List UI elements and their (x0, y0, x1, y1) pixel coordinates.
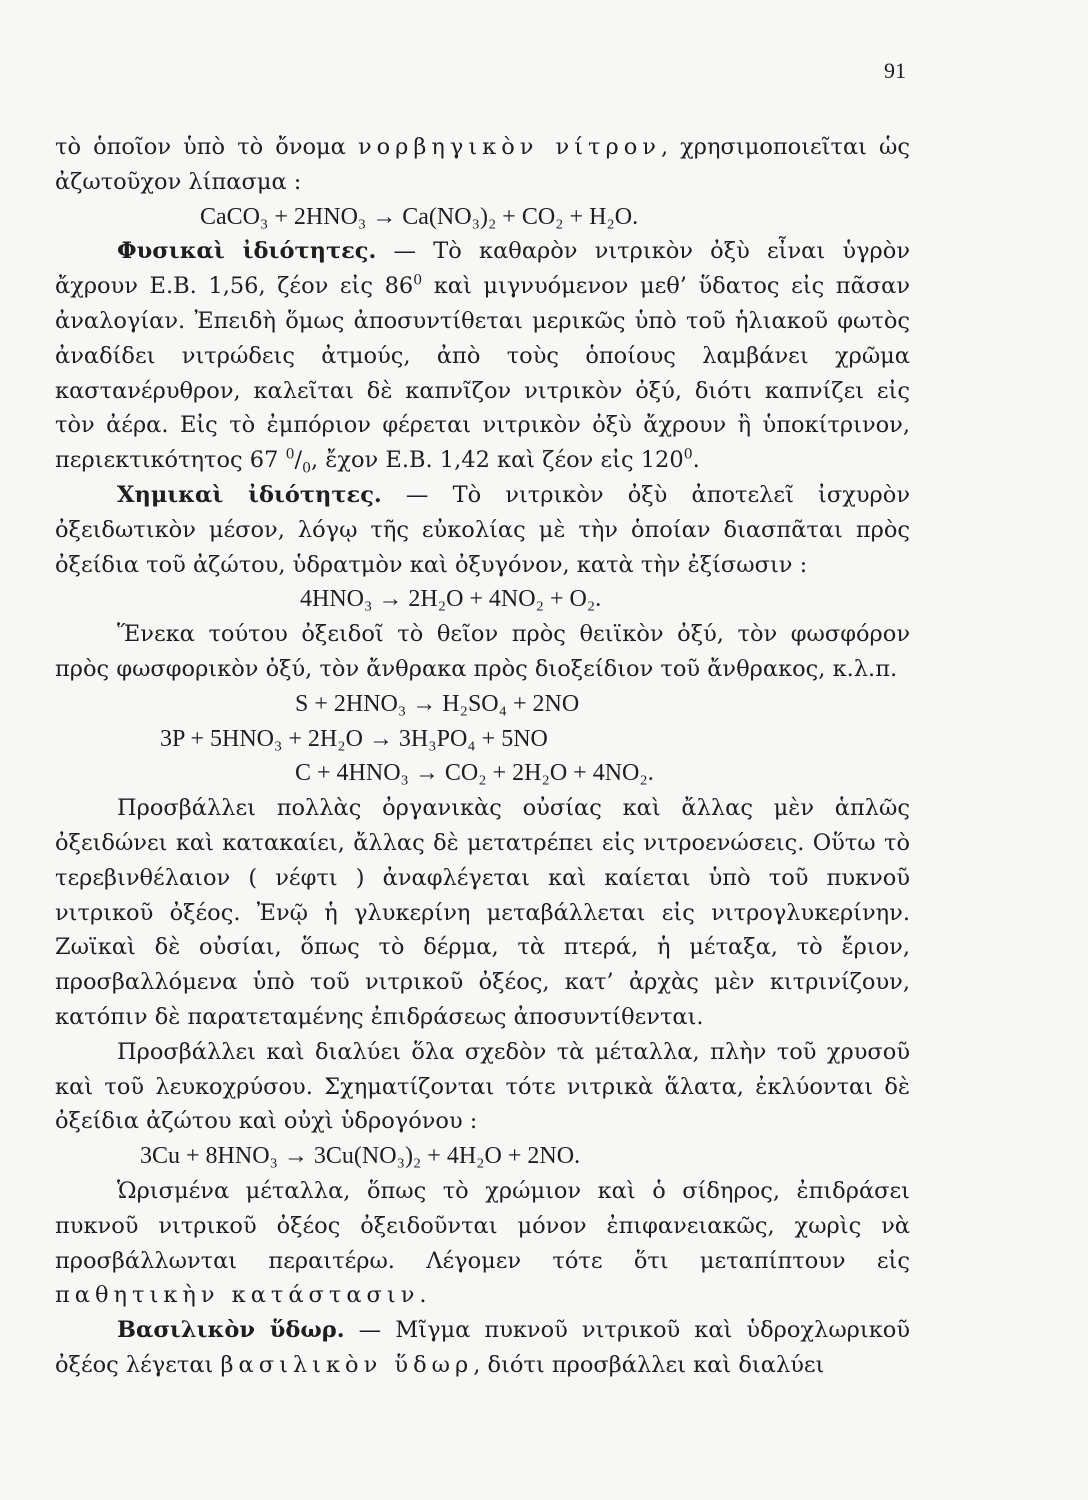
text-span: — Μῖγμα πυκνοῦ νιτρικοῦ καὶ ὑδροχλωρικοῦ ὀξέος λέγεται (55, 1317, 910, 1378)
equation-decomposition: 4HNO₃ → 2H₂O + 4NO₂ + O₂. (300, 586, 602, 613)
paragraph-passive-state (55, 1174, 910, 1313)
paragraph-aqua-regia (55, 1313, 910, 1383)
paragraph-metals: Προσβάλλει καὶ διαλύει ὅλα σχεδὸν τὰ μέταλλα, πλὴν τοῦ χρυσοῦ καὶ τοῦ λευκοχρύσου. Σχηματίζονται τότε νιτρικὰ ἅλατα, ἐκλύονται δὲ ὀξείδια ἀζώτου καὶ οὐχὶ ὑδρογόνου : (55, 1038, 910, 1135)
text-span: . (419, 1282, 427, 1309)
spaced-term: βασιλικὸν ὕδωρ (220, 1351, 474, 1378)
percent-bottom: 0 (302, 460, 311, 477)
section-heading-chemical: Χημικαὶ ἰδιότητες. (117, 481, 382, 508)
text-span: — Τὸ νιτρικὸν ὀξὺ ἀποτελεῖ ἰσχυρὸν ὀξειδωτικὸν μέσον, λόγῳ τῆς εὐκολίας μὲ τὴν ὁποίαν διασπᾶται πρὸς ὀξείδια τοῦ ἀζώτου, ὑδρατμὸν καὶ ὀξυγόνον, κατὰ τὴν ἐξίσωσιν : (55, 481, 910, 578)
percent-top: 0 (285, 446, 295, 463)
text-span: , διότι προσβάλλει καὶ διαλύει (473, 1351, 825, 1378)
paragraph-oxidation: Ἕνεκα τούτου ὀξειδοῖ τὸ θεῖον πρὸς θειϊκὸν ὀξύ, τὸν φωσφόρον πρὸς φωσφορικὸν ὀξύ, τὸν ἄνθρακα πρὸς διοξείδιον τοῦ ἄνθρακος, κ.λ.π. (55, 621, 910, 682)
degree-mark: 0 (413, 272, 423, 289)
text-span: , χρησιμοποιεῖται ὡς ἀζωτοῦχον λίπασμα : (55, 134, 910, 195)
equation-phosphorus: 3P + 5HNO₃ + 2H₂O → 3H₃PO₄ + 5NO (160, 725, 548, 752)
degree-mark: 0 (683, 446, 693, 463)
paragraph-intro (55, 130, 910, 200)
spaced-term: νορβηγικὸν νίτρον (357, 134, 661, 160)
text-span: καὶ μιγνυόμενον μεθ’ ὕδατος εἰς πᾶσαν ἀναλογίαν. Ἐπειδὴ ὅμως ἀποσυντίθεται μερικῶς ὑπὸ τοῦ ἡλιακοῦ φωτὸς ἀναδίδει νιτρώδεις ἀτμούς, ἀπὸ τοὺς ὁποίους λαμβάνει χρῶμα καστανέρυθρον, καλεῖται δὲ καπνῖζον νιτρικὸν ὀξύ, διότι καπνίζει εἰς τὸν ἀέρα. Εἰς τὸ ἐμπόριον φέρεται νιτρικὸν ὀξὺ ἄχρουν ἢ ὑποκίτρινον, περιεκτικότητος 67 (55, 273, 910, 474)
equation-caco3: CaCO₃ + 2HNO₃ → Ca(NO₃)₂ + CO₂ + H₂O. (200, 203, 639, 230)
section-heading-physical: Φυσικαὶ ἰδιότητες. (117, 238, 377, 265)
spaced-term: παθητικὴν κατάστασιν (55, 1282, 420, 1309)
page-body (55, 130, 910, 1383)
paragraph-chemical-properties (55, 478, 910, 582)
text-span: . (692, 447, 700, 474)
text-span: τὸ ὁποῖον ὑπὸ τὸ ὄνομα (55, 134, 358, 160)
text-span: , ἔχον Ε.Β. 1,42 καὶ ζέον εἰς 120 (311, 447, 684, 474)
equation-sulfur: S + 2HNO₃ → H₂SO₄ + 2NO (295, 690, 580, 717)
paragraph-physical-properties: Φυσικαὶ ἰδιότητες. — Τὸ καθαρὸν νιτρικὸν ὀξὺ εἶναι ὑγρὸν ἄχρουν Ε.Β. 1,56, ζέον εἰς $86^0$ καὶ μιγνυόμενον μεθ’ ὕδατος εἰς πᾶσαν ἀναλογίαν. Ἐπειδὴ ὅμως ἀποσυντίθεται μερικῶς ὑπὸ τοῦ ἡλιακοῦ φωτὸς ἀναδίδει νιτρώδεις ἀτμούς, ἀπὸ τοὺς ὁποίους λαμβάνει χρῶμα καστανέρυθρον, καλεῖται δὲ καπνῖζον νιτρικὸν ὀξύ, διότι καπνίζει εἰς τὸν ἀέρα. Εἰς τὸ ἐμπόριον φέρεται νιτρικὸν ὀξὺ ἄχρουν ἢ ὑποκίτρινον, περιεκτικότητος 67 $^0/_0$, ἔχον Ε.Β. 1,42 καὶ ζέον εἰς $120^0$. (55, 238, 910, 477)
text-span: — Τὸ καθαρὸν νιτρικὸν ὀξὺ εἶναι ὑγρὸν ἄχρουν Ε.Β. 1,56, ζέον εἰς 86 (55, 238, 910, 300)
equation-copper: 3Cu + 8HNO₃ → 3Cu(NO₃)₂ + 4H₂O + 2NO. (140, 1143, 581, 1170)
text-span: Ὡρισμένα μέταλλα, ὅπως τὸ χρώμιον καὶ ὁ σίδηρος, ἐπιδράσει πυκνοῦ νιτρικοῦ ὀξέος ὀξειδοῦνται μόνον ἐπιφανειακῶς, χωρὶς νὰ προσβάλλωνται περαιτέρω. Λέγομεν τότε ὅτι μεταπίπτουν εἰς (55, 1177, 910, 1274)
equation-carbon: C + 4HNO₃ → CO₂ + 2H₂O + 4NO₂. (295, 760, 654, 787)
page-number: 91 (884, 58, 906, 83)
section-heading-aqua-regia: Βασιλικὸν ὕδωρ. (117, 1317, 345, 1344)
paragraph-organic: Προσβάλλει πολλὰς ὀργανικὰς οὐσίας καὶ ἄλλας μὲν ἁπλῶς ὀξειδώνει καὶ κατακαίει, ἄλλας δὲ μετατρέπει εἰς νιτροενώσεις. Οὕτω τὸ τερεβινθέλαιον ( νέφτι ) ἀναφλέγεται καὶ καίεται ὑπὸ τοῦ πυκνοῦ νιτρικοῦ ὀξέος. Ἐνῷ ἡ γλυκερίνη μεταβάλλεται εἰς νιτρογλυκερίνην. Ζωϊκαὶ δὲ οὐσίαι, ὅπως τὸ δέρμα, τὰ πτερά, ἡ μέταξα, τὸ ἔριον, προσβαλλόμενα ὑπὸ τοῦ νιτρικοῦ ὀξέος, κατ’ ἀρχὰς μὲν κιτρινίζουν, κατόπιν δὲ παρατεταμένης ἐπιδράσεως ἀποσυντίθενται. (55, 795, 910, 1030)
